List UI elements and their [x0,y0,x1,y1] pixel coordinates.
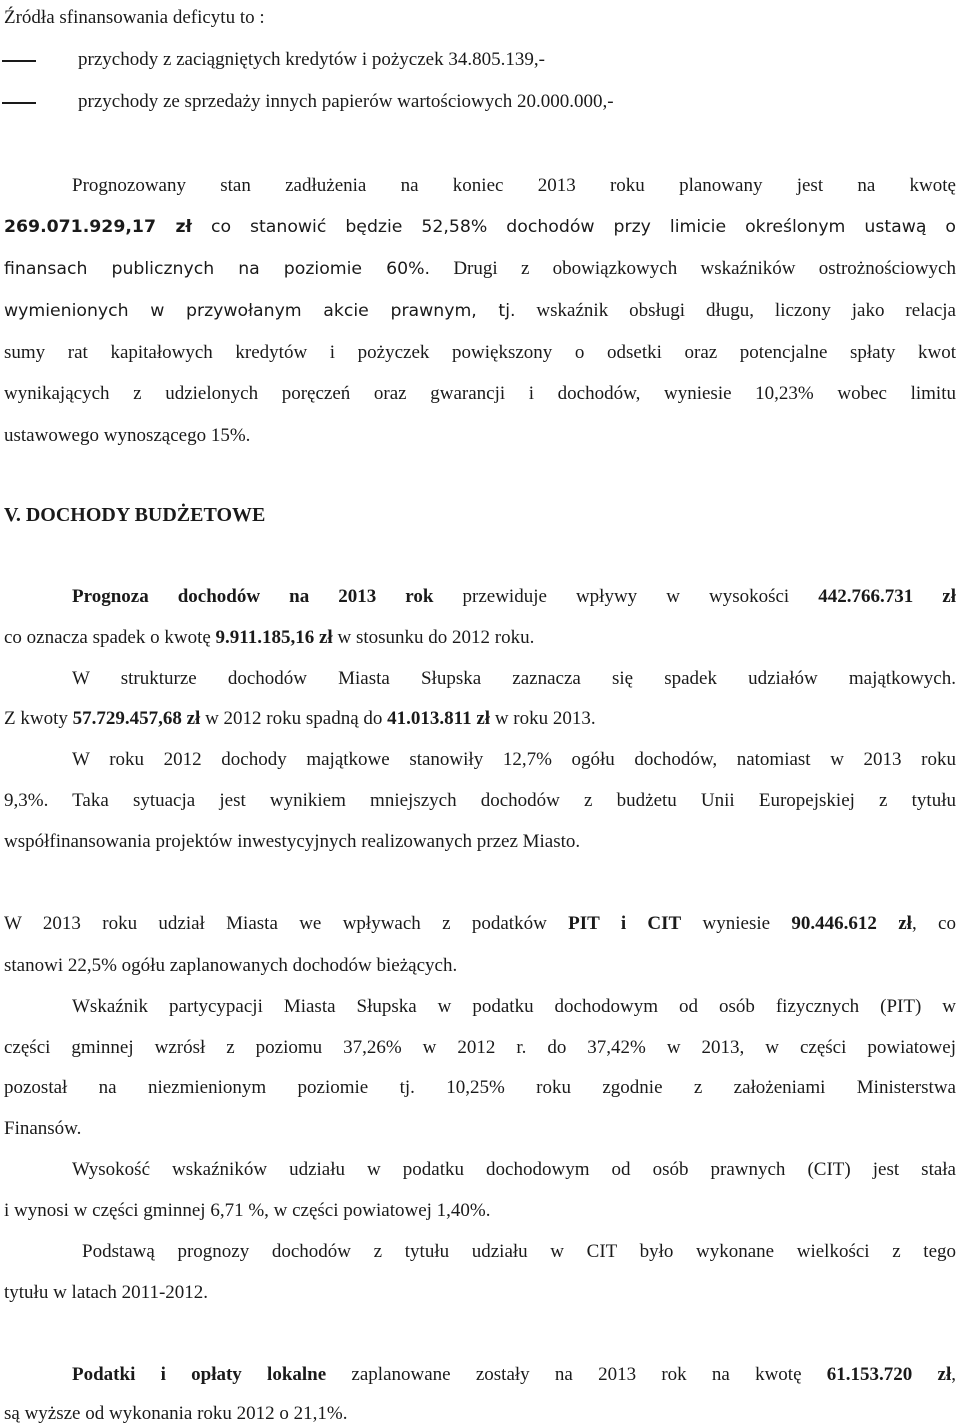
pitcit-line-3: Wskaźnik partycypacji Miasta Słupska w podatku dochodowym od osób fizycznych (PIT) w [72,996,956,1017]
section-heading: V. DOCHODY BUDŻETOWE [4,504,266,526]
debt-line-3: finansach publicznych na poziomie 60%. Drugi z obowiązkowych wskaźników ostrożnościowych [4,258,956,279]
pitcit-line-9: Podstawą prognozy dochodów z tytułu udziału w CIT było wykonane wielkości z tego [82,1241,956,1262]
forecast-line-2: co oznacza spadek o kwotę 9.911.185,16 zł w stosunku do 2012 roku. [4,627,535,648]
debt-line-7: ustawowego wynoszącego 15%. [4,425,251,446]
debt-line-1: Prognozowany stan zadłużenia na koniec 2013 roku planowany jest na kwotę [72,175,956,196]
debt-line-2: 269.071.929,17 zł co stanowić będzie 52,58% dochodów przy limicie określonym ustawą o [4,217,956,237]
forecast-line-6: 9,3%. Taka sytuacja jest wynikiem mniejszych dochodów z budżetu Unii Europejskiej z tytułu [4,790,956,811]
forecast-line-5: W roku 2012 dochody majątkowe stanowiły 12,7% ogółu dochodów, natomiast w 2013 roku [72,749,956,770]
pitcit-line-6: Finansów. [4,1118,82,1139]
deficit-item-securities: przychody ze sprzedaży innych papierów wartościowych 20.000.000,- [78,91,614,112]
pitcit-line-10: tytułu w latach 2011-2012. [4,1282,209,1303]
forecast-line-4: Z kwoty 57.729.457,68 zł w 2012 roku spadną do 41.013.811 zł w roku 2013. [4,708,596,729]
localtax-line-1: Podatki i opłaty lokalne zaplanowane zostały na 2013 rok na kwotę 61.153.720 zł, [72,1364,956,1385]
pitcit-line-1: W 2013 roku udział Miasta we wpływach z podatków PIT i CIT wyniesie 90.446.612 zł, co [4,913,956,934]
pitcit-line-2: stanowi 22,5% ogółu zaplanowanych dochodów bieżących. [4,955,458,976]
forecast-amount: 442.766.731 zł [818,586,956,607]
localtax-line-2: są wyższe od wykonania roku 2012 o 21,1%. [4,1403,348,1424]
forecast-line-1: Prognoza dochodów na 2013 rok przewiduje wpływy w wysokości 442.766.731 zł [72,586,956,607]
debt-line-4: wymienionych w przywołanym akcie prawnym, tj. wskaźnik obsługi długu, liczony jako relacja [4,300,956,321]
pitcit-line-5: pozostał na niezmienionym poziomie tj. 10,25% roku zgodnie z założeniami Ministerstwa [4,1077,956,1098]
deficit-item-credits: przychody z zaciągniętych kredytów i pożyczek 34.805.139,- [78,49,545,70]
list-dash [2,102,36,104]
deficit-intro: Źródła sfinansowania deficytu to : [4,7,265,28]
pitcit-line-4: części gminnej wzrósł z poziomu 37,26% w 2012 r. do 37,42% w 2013, w części powiatowej [4,1037,956,1058]
forecast-line-3: W strukturze dochodów Miasta Słupska zaznacza się spadek udziałów majątkowych. [72,668,956,689]
debt-line-6: wynikających z udzielonych poręczeń oraz gwarancji i dochodów, wyniesie 10,23% wobec limitu [4,383,956,404]
debt-line-5: sumy rat kapitałowych kredytów i pożyczek powiększony o odsetki oraz potencjalne spłaty kwot [4,342,956,363]
list-dash [2,60,36,62]
pitcit-line-7: Wysokość wskaźników udziału w podatku dochodowym od osób prawnych (CIT) jest stała [72,1159,956,1180]
localtax-amount: 61.153.720 zł [826,1364,952,1385]
forecast-line-7: współfinansowania projektów inwestycyjnych realizowanych przez Miasto. [4,831,581,852]
pitcit-line-8: i wynosi w części gminnej 6,71 %, w części powiatowej 1,40%. [4,1200,491,1221]
debt-amount: 269.071.929,17 zł [4,217,192,237]
